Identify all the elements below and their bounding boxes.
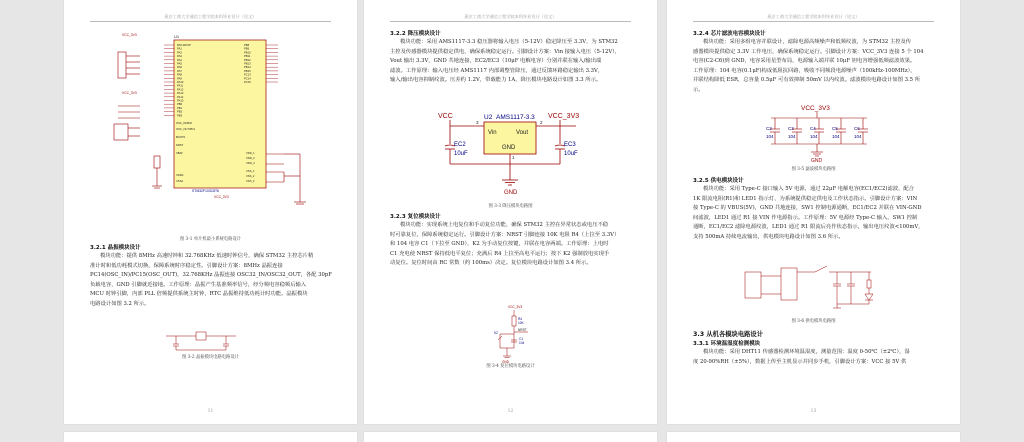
mcu-left-pin: PA11 xyxy=(177,84,184,88)
fig-3-5-caption: 图 3-5 滤波模块电路图 xyxy=(791,167,836,172)
capacitor-value: 104 xyxy=(854,134,862,139)
filter-capacitor xyxy=(792,118,802,144)
capacitor-ref: C5 xyxy=(832,126,838,131)
pin-vdd-2: VDD_2 xyxy=(246,157,255,160)
paragraph-line: 和 104 电容 C1（下拉至 GND），K2 为手动复位按键，并联在电容两端。工作原理：上电时 xyxy=(390,241,609,248)
document-page-12 xyxy=(364,0,657,424)
mcu-left-pin: PA0-WKUP xyxy=(177,44,191,47)
vcc-out-label: VCC_3V3 xyxy=(548,113,580,120)
paragraph-line: MCU 时钟引脚，内部 PLL 倍频提供系统主时钟，RTC 晶振维持低功耗计时功能。晶振模块 xyxy=(90,291,308,298)
document-page-next-2 xyxy=(364,432,657,442)
pin-osc-out: OSC_OUT/PD1 xyxy=(176,128,195,131)
reset-gnd: GND xyxy=(502,360,510,364)
paragraph-line: 示。 xyxy=(693,87,704,93)
paragraph-line: 模块功能：采用 Type-C 接口输入 5V 电源，通过 22μF 电解电容(EC1/EC2)滤波，配合 xyxy=(703,186,914,192)
reset-vcc: VCC_3V3 xyxy=(508,305,523,309)
paragraph-line: 感器模块提供稳定 3.3V 工作电压，确保系统稳定运行。引脚设计方案：VCC_3V3 连接 5 个 104 xyxy=(693,48,924,55)
pin-vdd-3: VDD_3 xyxy=(246,162,255,165)
section-3-2-5-title: 3.2.5 供电模块设计 xyxy=(693,178,744,184)
paragraph-line: 度 20-90%RH（±5%），数据上传至主机显示并同步手机，引脚设计方案：VCC 接 5V 供 xyxy=(693,358,907,365)
pin-vout: Vout xyxy=(516,130,529,136)
section-3-3-1-title: 3.3.1 环境温湿度检测模块 xyxy=(693,341,761,347)
ec3-ref: EC3 xyxy=(564,142,576,148)
fig-3-3-caption: 图 3-3 降压模块电路图 xyxy=(488,204,533,209)
page-header: 燕京工商大学通信工程学院本科毕业设计（论文） xyxy=(164,14,257,19)
mcu-left-pin: PA13 xyxy=(177,92,184,96)
page-number: 12 xyxy=(507,409,514,414)
mcu-right-pin: PB14 xyxy=(244,66,251,70)
nrst-net: NRST xyxy=(518,328,527,332)
paragraph-line: 支持 500mA 持续电流输出，供电模块电路设计如图 3.6 所示。 xyxy=(693,234,844,240)
debug-header xyxy=(114,52,162,188)
filter-schematic xyxy=(761,104,881,162)
paragraph-line: 主控及传感器模块提供稳定供电，确保系统稳定运行。引脚设计方案：Vin 接输入电压（5-12V）， xyxy=(390,48,621,55)
pin-gnd: GND xyxy=(502,145,516,151)
pin-vss-2: VSS_2 xyxy=(246,175,255,178)
mcu-ref: U1 xyxy=(174,34,180,39)
paragraph-line: 模块功能：采用 DHT11 传感器检测环境温湿度，测量范围：温度 0-50℃（±2℃），湿 xyxy=(703,349,910,355)
paragraph-line: 电容(C2-C6)到 GND，电容采用星型布局，电源输入端并联 10μF 钽电容增强低频滤波效果。 xyxy=(693,58,916,65)
paragraph-line: 模块功能：采用 AMS1117-3.3 稳压器将输入电压（5-12V）稳定降压至 3.3V，为 STM32 xyxy=(400,39,618,45)
mcu-right-pin: PB12 xyxy=(244,58,251,62)
mcu-left-pin: PA3 xyxy=(177,55,182,59)
document-page-13 xyxy=(667,0,960,424)
reset-schematic xyxy=(494,304,544,364)
header-rule xyxy=(693,21,934,22)
fig-3-1-caption: 图 3-1 单片机最小系统电路设计 xyxy=(179,237,242,242)
mcu-left-pin: PB0 xyxy=(177,103,183,107)
mcu-body xyxy=(174,40,266,188)
ldo-part: AMS1117-3.3 xyxy=(496,114,535,121)
mcu-right-pin: PB10 xyxy=(244,51,251,55)
paragraph-line: Vout 输出 3.3V，GND 共地连接，EC2/EC3（10μF 电解电容）分别并联在输入/输出端 xyxy=(390,58,602,65)
pin-1: 1 xyxy=(512,155,515,160)
pin-3: 3 xyxy=(476,120,479,125)
section-3-2-2-title: 3.2.2 降压模块设计 xyxy=(390,31,441,37)
fig-3-2-caption: 图 3-2 晶振模块电路电路设计 xyxy=(182,355,239,360)
pin-vdda: VDDA xyxy=(176,174,184,177)
paragraph-line: 并联结构降低 ESR，总容量 0.5μF 可有效抑制 50mV 以内纹波。滤波模块电路设计如图 3.5 所 xyxy=(693,77,921,84)
paragraph-line: 接 Type-C 的 VBUS(5V)，GND 共地连接，SW1 控制电源通断，EC1/EC2 并联在 VIN-GND xyxy=(693,205,922,212)
pin-vss-3: VSS_3 xyxy=(246,180,255,183)
c1-ref: C1 xyxy=(519,337,524,341)
ldo-ref: U2 xyxy=(484,114,493,121)
pin-vssa: VSSA xyxy=(176,180,184,183)
paragraph-line: 负载电容，GND 引脚就近接地。工作原理：晶振产生基准频率信号，经分频电容稳频后输入 xyxy=(90,281,307,288)
ldo-schematic xyxy=(436,112,586,198)
capacitor-ref: C4 xyxy=(810,126,816,131)
mcu-left-pin: PA1 xyxy=(177,47,182,51)
mcu-right-pin: PC13 xyxy=(244,73,251,77)
mcu-right-pin: PB13 xyxy=(244,62,251,66)
capacitor-ref: C6 xyxy=(854,126,860,131)
paragraph-line: 间滤波，LED1 通过 R1 接 VIN 作电源指示。工作原理：5V 电源经 Type-C 输入，SW1 控制 xyxy=(693,214,918,221)
paragraph-line: 滤波。工作原理：输入电压经 AMS1117 内部调整管降压，通过反馈环路稳定输出 3.3V， xyxy=(390,67,604,74)
filter-capacitor xyxy=(814,118,824,144)
mcu-part: STM32F103C8T6 xyxy=(192,189,219,193)
paragraph-line: 模块功能：提供 8MHz 高速时钟和 32.768KHz 低速时钟信号，确保 STM32 主控芯片精 xyxy=(100,253,314,259)
crystal-schematic xyxy=(156,326,266,354)
filter-gnd: GND xyxy=(811,158,823,164)
paragraph-line: 通断，EC1/EC2 滤除电源纹波，LED1 通过 R1 限流后亮作状态指示，输出电压纹波<100mV， xyxy=(693,224,924,231)
paragraph-line: PC14(OSC_IN)/PC15(OSC_OUT)，32.768KHz 晶振连接 OSC32_IN/OSC32_OUT，各配 30pF xyxy=(90,272,332,279)
mcu-left-pin: PB3 xyxy=(177,114,183,118)
mcu-left-pin: PA7 xyxy=(177,69,182,73)
document-page-next-3 xyxy=(667,432,960,442)
paragraph-line: 时可靠复位，保障系统稳定运行。引脚设计方案：NRST 引脚连接 10K 电阻 R4（上拉至 3.3V） xyxy=(390,231,620,238)
mcu-left-pin: PA6 xyxy=(177,66,182,70)
page-header: 燕京工商大学通信工程学院本科毕业设计（论文） xyxy=(767,14,860,19)
capacitor-ref: C2 xyxy=(766,126,772,131)
section-3-2-3-title: 3.2.3 复位模块设计 xyxy=(390,214,441,220)
paragraph-line: 模块功能：实现系统上电复位和手动复位功能，确保 STM32 主控在异常状态或电压不稳 xyxy=(400,222,609,228)
vcc-label-3: VCC_3V3 xyxy=(214,195,229,199)
mcu-left-pin: PA12 xyxy=(177,88,184,92)
section-3-2-1-title: 3.2.1 晶振模块设计 xyxy=(90,245,141,251)
mcu-schematic xyxy=(104,26,344,204)
capacitor-value: 104 xyxy=(788,134,796,139)
paragraph-line: 工作原理：104 电容(0.1μF)构成低阻抗回路，吸收不同频段电源噪声（100kHz-100MHz）， xyxy=(693,67,916,74)
mcu-left-pin: PA14 xyxy=(177,95,184,99)
page-number: 11 xyxy=(207,409,214,414)
paragraph-line: 模块功能：采用多组电容并联设计，滤除电源高频噪声和低频纹波，为 STM32 主控及传 xyxy=(703,39,912,45)
mcu-left-pin: PA10 xyxy=(177,81,184,84)
mcu-left-pin: PA8 xyxy=(177,73,182,77)
pin-vss-1: VSS_1 xyxy=(246,170,255,173)
mcu-right-pin: PC14 xyxy=(244,77,251,81)
ec2-ref: EC2 xyxy=(454,142,466,148)
ec2-value: 10uF xyxy=(454,151,468,157)
gnd-label: GND xyxy=(504,190,518,196)
document-page-11 xyxy=(64,0,357,424)
mcu-right-pin: PC15 xyxy=(244,81,251,84)
header-body xyxy=(118,52,126,78)
vcc-label-1: VCC_3V3 xyxy=(122,33,137,37)
document-page-next-1 xyxy=(64,432,357,442)
paragraph-line: 1K 限流电阻(R1)和 LED1 指示灯，为系统提供稳定供电及工作状态指示。引脚设计方案：VIN xyxy=(693,195,918,202)
r4-value: 10K xyxy=(518,321,524,325)
power-schematic xyxy=(741,258,891,318)
pin-vbat: VBAT xyxy=(176,152,183,155)
fig-3-4-caption: 图 3-4 复位模块电路设计 xyxy=(486,364,535,369)
k2-ref: K2 xyxy=(494,331,498,335)
paragraph-line: 动复位。复位时间由 RC 常数（约 100ms）决定。复位模块电路设计如图 3.4 所示。 xyxy=(390,260,592,267)
r4-ref: R4 xyxy=(518,317,523,321)
pin-vdd-1: VDD_1 xyxy=(246,152,255,155)
page-number: 13 xyxy=(810,409,817,414)
mcu-left-pin: PA5 xyxy=(177,62,182,66)
mcu-right-pin: PB11 xyxy=(244,55,251,59)
mcu-right-pin: PB15 xyxy=(244,69,251,73)
filter-capacitor xyxy=(858,118,868,144)
paragraph-line: 电路设计如图 3.2 所示。 xyxy=(90,301,150,307)
pin-nrst: NRST xyxy=(176,144,184,147)
section-3-2-4-title: 3.2.4 芯片滤波电容模块设计 xyxy=(693,31,766,37)
capacitor-value: 104 xyxy=(766,134,774,139)
capacitor-ref: C3 xyxy=(788,126,794,131)
vcc-label-2: VCC_3V3 xyxy=(122,91,137,95)
mcu-left-pin: PA9 xyxy=(177,77,182,81)
page-header: 燕京工商大学通信工程学院本科毕业设计（论文） xyxy=(464,14,557,19)
paragraph-line: 输入/输出电容抑制纹波。压差约 1.2V，带载能力 1A，降压模块电路设计如图 3.3 所示。 xyxy=(390,77,602,84)
capacitor-value: 104 xyxy=(832,134,840,139)
header-rule xyxy=(390,21,631,22)
mcu-left-pin: PA2 xyxy=(177,51,182,55)
section-3-3-title: 3.3 从机各模块电路设计 xyxy=(693,331,764,338)
pin-vin: Vin xyxy=(488,130,497,136)
ec3-value: 10uF xyxy=(564,151,578,157)
capacitor-value: 104 xyxy=(810,134,818,139)
vcc-in-label: VCC xyxy=(438,113,453,120)
paragraph-line: C1 充电使 NRST 保持低电平复位；充满后 R4 上拉至高电平运行；按下 K2 强制放电实现手 xyxy=(390,250,610,257)
paragraph-line: 准计时和低功耗模式切换，保障系统时序稳定性。引脚设计方案：8MHz 晶振连接 xyxy=(90,262,283,269)
mcu-left-pin: PB2 xyxy=(177,110,183,114)
header-rule xyxy=(90,21,331,22)
pin-osc-in: OSC_IN/PD0 xyxy=(176,122,192,125)
pin-2: 2 xyxy=(540,120,543,125)
c1-value: 104 xyxy=(519,341,525,345)
mcu-left-pin: PA15 xyxy=(177,99,184,103)
filter-capacitor xyxy=(770,118,780,144)
mcu-left-pin: PB1 xyxy=(177,106,183,110)
mcu-right-pin: PB8 xyxy=(244,44,250,47)
filter-capacitor xyxy=(836,118,846,144)
mcu-right-pin: PB9 xyxy=(244,47,250,51)
filter-net: VCC_3V3 xyxy=(801,105,830,112)
fig-3-6-caption: 图 3-6 供电模块电路图 xyxy=(791,319,836,324)
pin-boot0: BOOT0 xyxy=(176,136,186,139)
mcu-left-pin: PA4 xyxy=(177,58,182,62)
